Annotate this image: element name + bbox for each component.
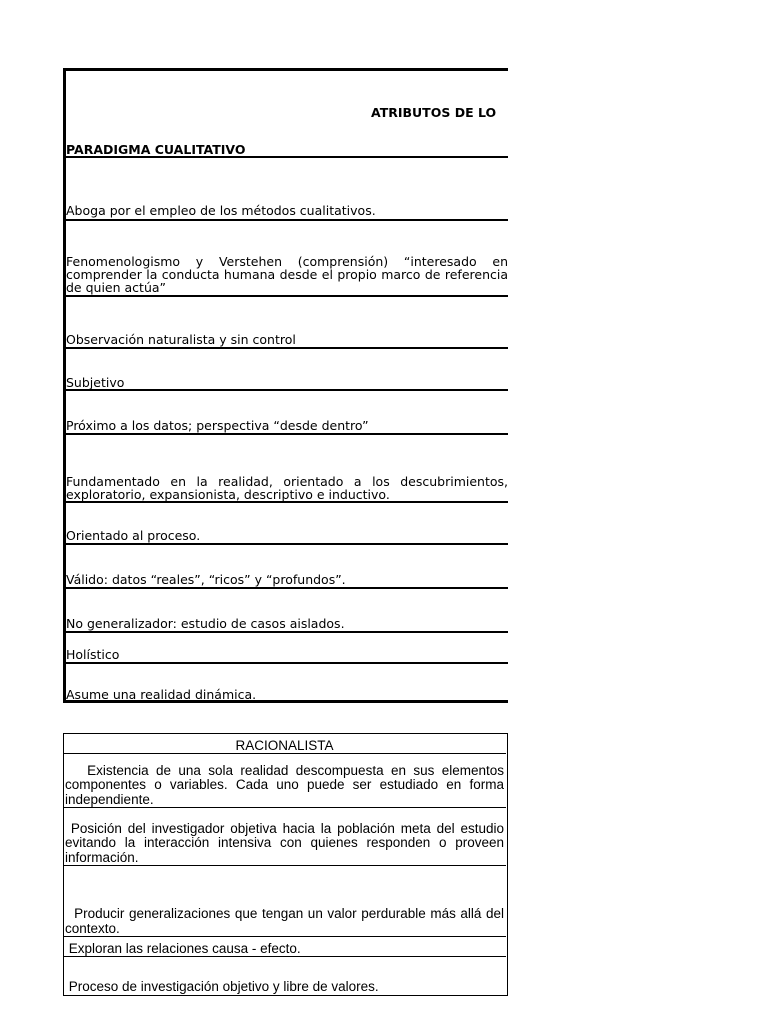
rationalist-header-cell — [64, 734, 506, 754]
table-row — [66, 219, 508, 296]
row-text: Asume una realidad dinámica. — [66, 687, 257, 702]
row-text: Fundamentado en la realidad, orientado a los descubrimientos, exploratorio, expansionista, descriptivo e inductivo. — [66, 474, 508, 502]
table-row — [66, 156, 508, 219]
qualitative-header-cell — [66, 123, 508, 158]
table-row — [66, 631, 508, 663]
row-text: Fenomenologismo y Verstehen (comprensión) “interesado en comprender la conducta humana desde el propio marco de referencia de quien actúa” — [66, 254, 508, 295]
row-text: Observación naturalista y sin control — [66, 332, 296, 347]
table-row — [66, 587, 508, 632]
rationalist-table — [63, 733, 508, 996]
table-row — [64, 807, 506, 866]
table-row — [64, 956, 506, 995]
row-text: Proceso de investigación objetivo y libre de valores. — [65, 978, 379, 994]
row-text: Orientado al proceso. — [66, 528, 201, 543]
table-row — [66, 501, 508, 544]
table-row — [66, 389, 508, 434]
table-row — [66, 543, 508, 588]
rationalist-header: RACIONALISTA — [235, 737, 334, 753]
table-row — [64, 865, 506, 937]
row-text: Válido: datos “reales”, “ricos” y “profundos”. — [66, 572, 346, 587]
table-title: ATRIBUTOS DE LO — [371, 105, 497, 120]
table-row — [66, 295, 508, 348]
row-text: Producir generalizaciones que tengan un valor perdurable más allá del contexto. — [65, 906, 508, 936]
row-text: Posición del investigador objetiva hacia la población meta del estudio evitando la interacción intensiva con quienes responden o proveen información. — [65, 820, 508, 865]
table-row — [64, 936, 506, 957]
table-title-row — [66, 104, 508, 123]
row-text: Subjetivo — [66, 375, 125, 390]
table-row — [66, 662, 508, 703]
row-text: Holístico — [66, 647, 120, 662]
row-text: Existencia de una sola realidad descompuesta en sus elementos componentes o variables. Cada uno puede ser estudiado en forma independiente. — [65, 762, 508, 807]
row-text: Próximo a los datos; perspectiva “desde dentro” — [66, 418, 369, 433]
table-row — [66, 347, 508, 391]
qualitative-header: PARADIGMA CUALITATIVO — [66, 142, 246, 157]
row-text: No generalizador: estudio de casos aislados. — [66, 616, 345, 631]
qualitative-paradigm-table — [63, 68, 508, 703]
table-row — [64, 753, 506, 808]
table-row — [66, 433, 508, 503]
row-text: Aboga por el empleo de los métodos cualitativos. — [66, 203, 376, 218]
row-text: Exploran las relaciones causa - efecto. — [65, 940, 301, 956]
